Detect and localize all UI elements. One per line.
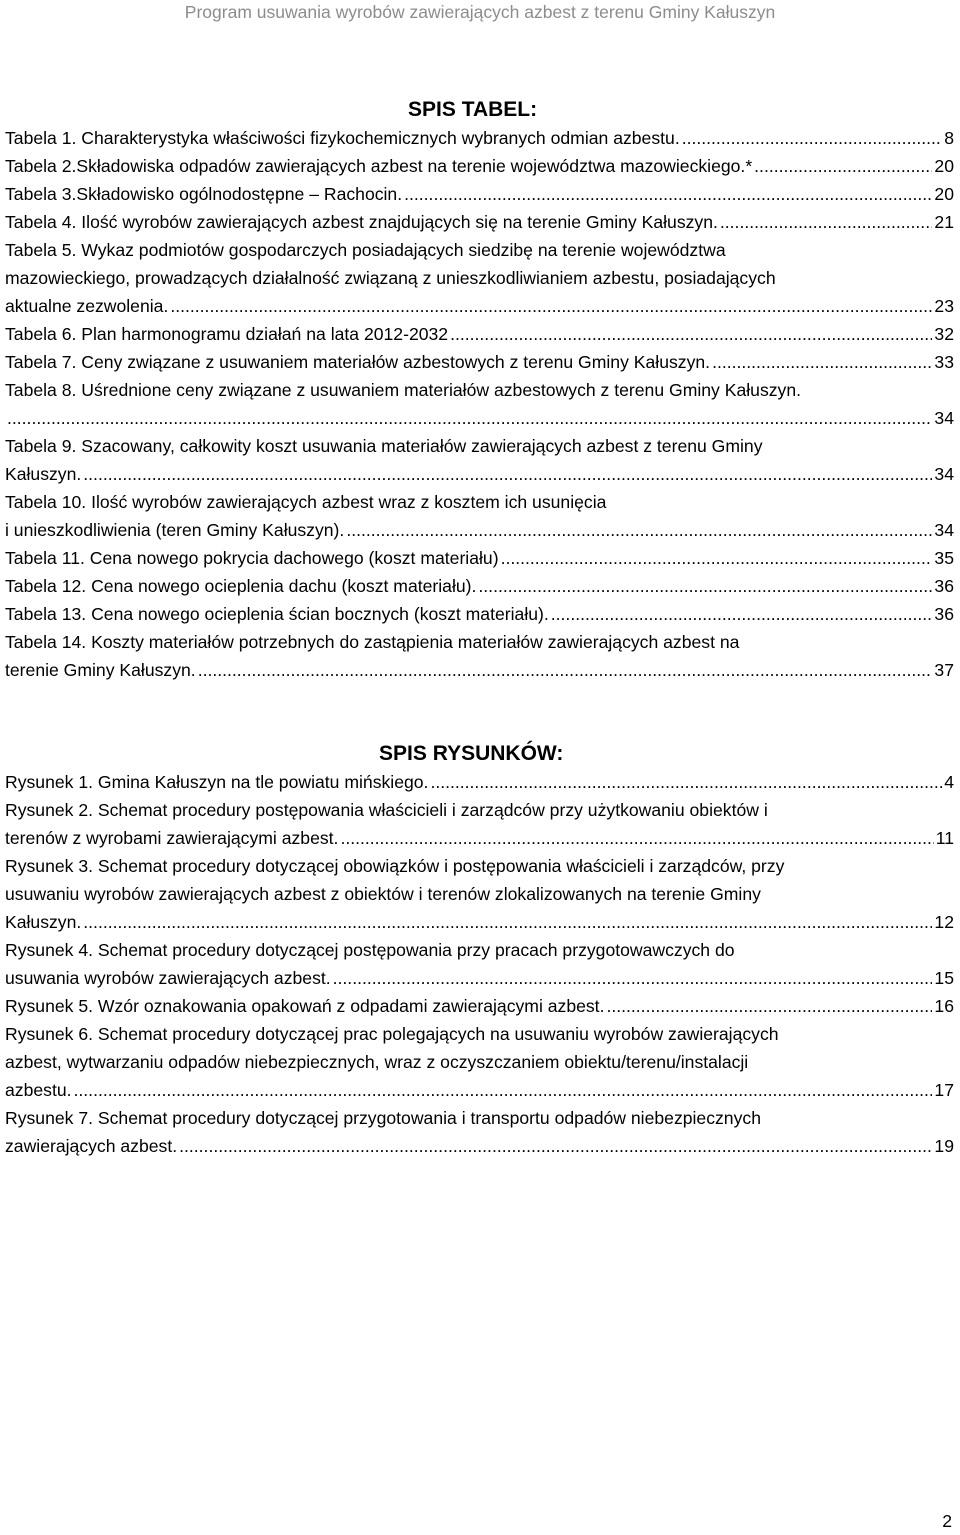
toc-entry-line — [0, 208, 954, 236]
toc-leader-dots — [74, 1076, 933, 1104]
toc-page-number: 15 — [934, 968, 954, 988]
toc-entry-text: Tabela 8. Uśrednione ceny związane z usuwaniem materiałów azbestowych z terenu Gminy Kałuszyn. — [5, 380, 802, 400]
toc-entry[interactable] — [0, 544, 954, 572]
toc-leader-dots — [712, 348, 932, 376]
toc-page-number: 33 — [934, 352, 954, 372]
toc-leader-dots — [606, 992, 932, 1020]
toc-entry-line — [0, 152, 954, 180]
toc-leader-dots — [682, 124, 942, 152]
toc-page-number: 19 — [934, 1136, 954, 1156]
toc-entry[interactable] — [0, 488, 954, 544]
toc-page-number: 21 — [934, 212, 954, 232]
toc-leader-dots — [179, 1132, 932, 1160]
toc-entry[interactable] — [0, 236, 954, 320]
toc-page-number: 16 — [934, 996, 954, 1016]
toc-leader-dots — [333, 964, 933, 992]
toc-entry-text: Rysunek 6. Schemat procedury dotyczącej prac polegających na usuwaniu wyrobów zawierających — [5, 1024, 779, 1044]
page-number: 2 — [942, 1511, 952, 1531]
toc-entry-text: Rysunek 1. Gmina Kałuszyn na tle powiatu mińskiego. — [5, 772, 429, 792]
toc-entry-line — [0, 488, 954, 516]
toc-entry-text: usuwaniu wyrobów zawierających azbest z obiektów i terenów zlokalizowanych na terenie Gminy — [5, 884, 761, 904]
toc-entry[interactable] — [0, 208, 954, 236]
toc-entry-line — [0, 656, 954, 684]
toc-leader-dots — [340, 824, 933, 852]
toc-page-number: 4 — [944, 772, 954, 792]
toc-entry-line — [0, 992, 954, 1020]
toc-page-number: 20 — [934, 184, 954, 204]
toc-entry[interactable] — [0, 180, 954, 208]
toc-entry-text: Tabela 7. Ceny związane z usuwaniem materiałów azbestowych z terenu Gminy Kałuszyn. — [5, 352, 711, 372]
toc-entry-line — [0, 544, 954, 572]
toc-entry-line — [0, 824, 954, 852]
toc-entry[interactable] — [0, 628, 954, 684]
toc-entry-text: Rysunek 3. Schemat procedury dotyczącej obowiązków i postępowania właścicieli i zarządców, przy — [5, 856, 785, 876]
toc-entry-line — [0, 572, 954, 600]
toc-leader-dots — [430, 768, 942, 796]
toc-entry-line — [0, 460, 954, 488]
toc-entry-text: Tabela 9. Szacowany, całkowity koszt usuwania materiałów zawierających azbest z terenu Gminy — [5, 436, 763, 456]
toc-entry-text: Tabela 11. Cena nowego pokrycia dachowego (koszt materiału) — [5, 548, 499, 568]
toc-leader-dots — [551, 600, 933, 628]
list-of-figures — [0, 740, 960, 1160]
toc-entry-line — [0, 852, 954, 880]
toc-entry[interactable] — [0, 768, 954, 796]
toc-leader-dots — [450, 320, 932, 348]
toc-entry-text: Tabela 2.Składowiska odpadów zawierających azbest na terenie województwa mazowieckiego.* — [5, 156, 753, 176]
toc-entry-text: Tabela 12. Cena nowego ocieplenia dachu (koszt materiału). — [5, 576, 477, 596]
toc-entry[interactable] — [0, 992, 954, 1020]
toc-leader-dots — [404, 180, 932, 208]
toc-entry-line — [0, 320, 954, 348]
toc-entry-line — [0, 600, 954, 628]
toc-leader-dots — [720, 208, 933, 236]
toc-entry-line — [0, 1076, 954, 1104]
list-of-figures-title: SPIS RYSUNKÓW: — [379, 742, 564, 765]
toc-page-number: 37 — [934, 660, 954, 680]
toc-entry-text: Rysunek 2. Schemat procedury postępowania właścicieli i zarządców przy użytkowaniu obiektów i — [5, 800, 768, 820]
toc-entry-text: Tabela 10. Ilość wyrobów zawierających azbest wraz z kosztem ich usunięcia — [5, 492, 607, 512]
toc-entry-line — [0, 1104, 954, 1132]
toc-entry-line — [0, 404, 954, 432]
toc-entry[interactable] — [0, 796, 954, 852]
toc-entry[interactable] — [0, 348, 954, 376]
toc-page-number: 20 — [934, 156, 954, 176]
toc-entry[interactable] — [0, 852, 954, 936]
toc-entry[interactable] — [0, 152, 954, 180]
toc-leader-dots — [83, 460, 932, 488]
toc-entry[interactable] — [0, 124, 954, 152]
toc-entry-line — [0, 124, 954, 152]
toc-entry-line — [0, 180, 954, 208]
toc-page-number: 8 — [944, 128, 954, 148]
toc-leader-dots — [198, 656, 933, 684]
toc-entry-text: zawierających azbest. — [5, 1136, 178, 1156]
toc-entry-text: Tabela 1. Charakterystyka właściwości fizykochemicznych wybranych odmian azbestu. — [5, 128, 680, 148]
toc-entry-text: Kałuszyn. — [5, 464, 82, 484]
toc-page-number: 32 — [934, 324, 954, 344]
list-of-tables-entries — [0, 124, 960, 684]
toc-entry-line — [0, 796, 954, 824]
toc-leader-dots — [170, 292, 932, 320]
toc-page-number: 34 — [934, 520, 954, 540]
toc-leader-dots — [7, 404, 932, 432]
running-header: Program usuwania wyrobów zawierających azbest z terenu Gminy Kałuszyn — [184, 2, 776, 22]
toc-entry-text: Kałuszyn. — [5, 912, 82, 932]
toc-entry-text: Tabela 4. Ilość wyrobów zawierających azbest znajdujących się na terenie Gminy Kałuszyn. — [5, 212, 718, 232]
toc-entry-line — [0, 1020, 954, 1048]
toc-page-number: 12 — [934, 912, 954, 932]
toc-entry[interactable] — [0, 1104, 954, 1160]
toc-page-number: 34 — [934, 464, 954, 484]
toc-page-number: 36 — [934, 576, 954, 596]
toc-entry-line — [0, 1048, 954, 1076]
toc-entry-text: Tabela 14. Koszty materiałów potrzebnych do zastąpienia materiałów zawierających azbest na — [5, 632, 740, 652]
toc-entry-line — [0, 628, 954, 656]
toc-entry-text: aktualne zezwolenia. — [5, 296, 169, 316]
toc-entry[interactable] — [0, 432, 954, 488]
toc-entry[interactable] — [0, 376, 954, 432]
toc-entry-text: terenie Gminy Kałuszyn. — [5, 660, 196, 680]
toc-entry-line — [0, 292, 954, 320]
toc-entry-text: usuwania wyrobów zawierających azbest. — [5, 968, 331, 988]
toc-entry-line — [0, 516, 954, 544]
toc-entry-text: azbestu. — [5, 1080, 72, 1100]
toc-entry-line — [0, 936, 954, 964]
toc-entry-line — [0, 236, 954, 264]
toc-entry-line — [0, 880, 954, 908]
toc-entry-line — [0, 768, 954, 796]
toc-entry[interactable] — [0, 572, 954, 600]
toc-entry[interactable] — [0, 320, 954, 348]
toc-entry-text: Rysunek 5. Wzór oznakowania opakowań z odpadami zawierającymi azbest. — [5, 996, 605, 1016]
toc-page-number: 36 — [934, 604, 954, 624]
toc-entry-text: Tabela 5. Wykaz podmiotów gospodarczych posiadających siedzibę na terenie województwa — [5, 240, 726, 260]
toc-leader-dots — [501, 544, 933, 572]
toc-entry-line — [0, 264, 954, 292]
list-of-tables-title: SPIS TABEL: — [408, 98, 538, 121]
toc-entry-text: Rysunek 4. Schemat procedury dotyczącej postępowania przy pracach przygotowawczych do — [5, 940, 735, 960]
toc-entry-line — [0, 348, 954, 376]
toc-page-number: 35 — [934, 548, 954, 568]
toc-entry[interactable] — [0, 600, 954, 628]
toc-leader-dots — [83, 908, 932, 936]
toc-entry[interactable] — [0, 936, 954, 992]
toc-leader-dots — [346, 516, 932, 544]
list-of-tables — [0, 96, 960, 684]
toc-page-number: 23 — [934, 296, 954, 316]
toc-page-number: 34 — [934, 408, 954, 428]
list-of-figures-entries — [0, 768, 960, 1160]
toc-entry-line — [0, 432, 954, 460]
toc-entry-line — [0, 964, 954, 992]
toc-entry-line — [0, 1132, 954, 1160]
toc-entry-text: Tabela 6. Plan harmonogramu działań na lata 2012-2032 — [5, 324, 449, 344]
toc-entry-text: Rysunek 7. Schemat procedury dotyczącej przygotowania i transportu odpadów niebezpiecznych — [5, 1108, 761, 1128]
toc-entry-text: Tabela 3.Składowisko ogólnodostępne – Rachocin. — [5, 184, 403, 204]
toc-entry-text: azbest, wytwarzaniu odpadów niebezpiecznych, wraz z oczyszczaniem obiektu/terenu/instalacji — [5, 1052, 749, 1072]
toc-entry-text: i unieszkodliwienia (teren Gminy Kałuszyn). — [5, 520, 345, 540]
toc-entry-text: terenów z wyrobami zawierającymi azbest. — [5, 828, 339, 848]
toc-entry-text: mazowieckiego, prowadzących działalność związaną z unieszkodliwianiem azbestu, posiadających — [5, 268, 776, 288]
toc-leader-dots — [478, 572, 932, 600]
toc-entry-text: Tabela 13. Cena nowego ocieplenia ścian bocznych (koszt materiału). — [5, 604, 549, 624]
toc-entry-line — [0, 908, 954, 936]
toc-entry[interactable] — [0, 1020, 954, 1104]
toc-leader-dots — [754, 152, 932, 180]
toc-page-number: 17 — [934, 1080, 954, 1100]
toc-page-number: 11 — [935, 828, 954, 848]
toc-entry-line — [0, 376, 954, 404]
